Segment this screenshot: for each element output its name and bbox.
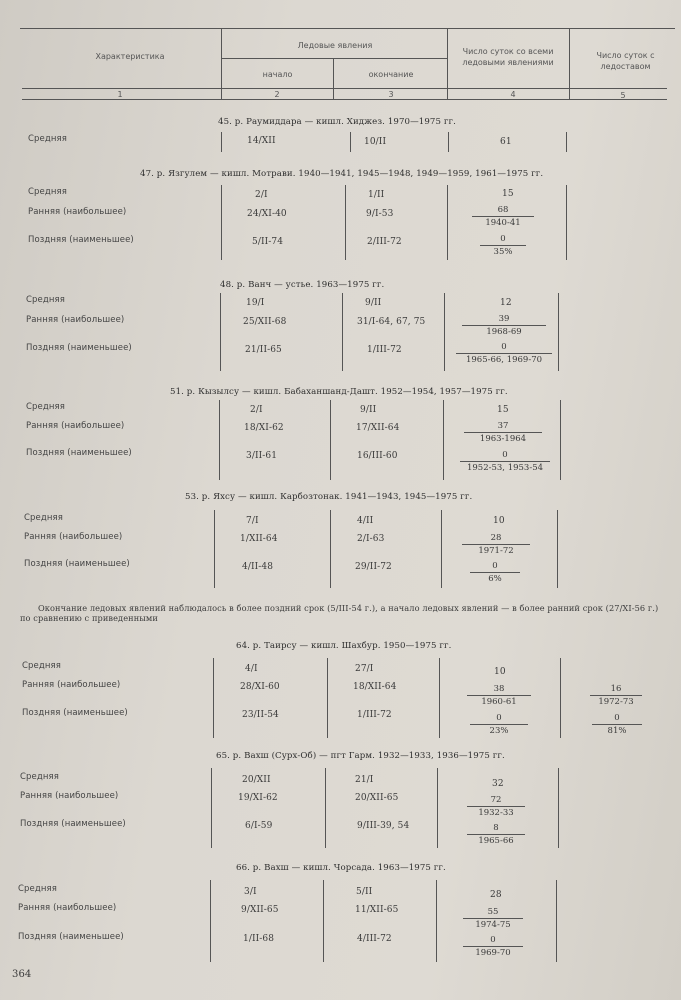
fraction-note: 1969-70 [475,948,511,958]
cell-start: 19/I [246,298,265,308]
col-rule [441,510,442,588]
col-rule [325,768,326,848]
cell-end: 11/XII-65 [355,905,399,915]
col-rule [437,768,438,848]
page-number: 364 [12,969,32,980]
fraction-bar [467,695,531,696]
cell-days-fraction [467,823,525,846]
cell-days-fraction [463,907,523,930]
cell-days-fraction [464,421,542,444]
fraction-note: 6% [488,574,502,584]
fraction-note: 1940-41 [485,218,521,228]
fraction-bar [462,325,546,326]
cell-days-fraction [472,205,534,228]
cell-days-fraction [470,561,520,584]
col-rule [443,400,444,480]
cell-end: 9/I-53 [366,209,394,219]
cell-days: 15 [502,189,514,199]
cell-start: 1/II-68 [243,934,275,944]
fraction-value: 28 [490,533,502,543]
cell-start: 6/I-59 [245,821,273,831]
col-rule [221,132,222,152]
fraction-bar [470,572,520,573]
row-label: Поздняя (наименьшее) [22,708,128,718]
header-num: 1 [117,90,123,99]
row-label: Ранняя (наибольшее) [26,315,125,325]
fraction-note: 1972-73 [598,697,634,707]
row-label: Средняя [18,884,57,894]
fraction-note: 1968-69 [486,327,522,337]
col-rule [566,185,567,260]
col-rule [448,132,449,152]
row-label: Поздняя (наименьшее) [26,343,132,353]
header-group-rule [221,58,447,59]
col-rule [436,880,437,962]
fraction-value: 38 [493,684,505,694]
cell-start: 9/XII-65 [241,905,279,915]
fraction-note: 35% [493,247,513,257]
row-label: Ранняя (наибольшее) [20,791,119,801]
header-mid-rule [22,88,667,89]
row-label: Ранняя (наибольшее) [28,207,127,217]
cell-start: 4/II-48 [242,562,274,572]
col-rule [560,400,561,480]
cell-start: 28/XI-60 [240,682,280,692]
col-rule [345,185,346,260]
cell-end: 9/III-39, 54 [357,821,410,831]
fraction-note: 23% [489,726,509,736]
note-line-1: Окончание ледовых явлений наблюдалось в более поздний срок (5/III-54 г.), а начало ледовых явлений — в более ранний срок (27/XI-56 г.) [38,603,659,613]
cell-end: 16/III-60 [357,451,398,461]
cell-end: 27/I [355,664,374,674]
row-label: Поздняя (наименьшее) [26,448,132,458]
cell-start: 24/XI-40 [247,209,287,219]
cell-days-fraction [460,450,550,473]
fraction-value: 0 [490,935,496,945]
cell-end: 2/III-72 [367,237,402,247]
cell-days: 10 [493,516,505,526]
fraction-value: 8 [493,823,499,833]
fraction-value: 72 [490,795,502,805]
cell-start: 21/II-65 [245,345,282,355]
row-label: Ранняя (наибольшее) [18,903,117,913]
fraction-value: 0 [501,342,507,352]
row-label: Средняя [24,513,63,523]
cell-start: 23/II-54 [242,710,279,720]
section-title: 51. р. Кызылсу — кишл. Бабаханшанд-Дашт. 1952—1954, 1957—1975 гг. [170,387,508,397]
header-col3: окончание [368,70,414,79]
fraction-value: 0 [492,561,498,571]
col-rule [210,880,211,962]
col-rule [560,658,561,738]
fraction-bar [592,724,642,725]
cell-days-fraction [480,234,526,257]
cell-end: 20/XII-65 [355,793,399,803]
section-title: 66. р. Вахш — кишл. Чорсада. 1963—1975 гг. [236,863,446,873]
col-rule [214,510,215,588]
col-rule [219,400,220,480]
fraction-note: 1965-66, 1969-70 [465,355,543,365]
cell-start: 19/XI-62 [238,793,278,803]
section-title: 48. р. Ванч — устье. 1963—1975 гг. [220,280,385,290]
cell-end: 29/II-72 [355,562,392,572]
cell-end: 21/I [355,775,374,785]
fraction-value: 0 [500,234,506,244]
col-rule [439,658,440,738]
cell-start: 25/XII-68 [243,317,287,327]
fraction-bar [470,724,528,725]
cell-end: 2/I-63 [357,534,385,544]
fraction-bar [456,353,552,354]
cell-end: 31/I-64, 67, 75 [357,317,426,327]
fraction-value: 37 [497,421,509,431]
header-col5: Число суток с ледоставом [596,51,655,71]
row-label: Средняя [28,187,67,197]
header-bottom-rule [22,99,667,100]
cell-end: 18/XII-64 [353,682,397,692]
header-divider [447,28,448,99]
cell-start: 4/I [245,664,258,674]
fraction-bar [472,216,534,217]
cell-days-fraction [470,713,528,736]
fraction-bar [460,461,550,462]
cell-start: 3/II-61 [246,451,278,461]
header-divider [333,58,334,99]
col-rule [330,510,331,588]
col-rule [330,400,331,480]
cell-end: 9/II [365,298,382,308]
cell-end: 1/III-72 [357,710,392,720]
fraction-value: 0 [496,713,502,723]
cell-end: 4/II [357,516,374,526]
cell-days: 12 [500,298,512,308]
cell-end: 1/III-72 [367,345,402,355]
row-label: Ранняя (наибольшее) [22,680,121,690]
section-title: 45. р. Раумиддара — кишл. Хиджез. 1970—1975 гг. [218,117,456,127]
header-divider [569,28,570,99]
col-rule [327,658,328,738]
col-rule [211,768,212,848]
header-divider [221,28,222,99]
col-rule [558,293,559,371]
fraction-note: 1974-75 [475,920,511,930]
col-rule [556,880,557,962]
cell-end: 10/II [364,137,387,147]
col-rule [323,880,324,962]
cell-days: 28 [490,890,502,900]
cell-days: 10 [494,667,506,677]
cell-days: 32 [492,779,504,789]
row-label: Средняя [26,295,65,305]
col-rule [444,293,445,371]
col-rule [558,768,559,848]
fraction-bar [467,834,525,835]
section-title: 65. р. Вахш (Сурх-Об) — пгт Гарм. 1932—1933, 1936—1975 гг. [216,751,505,761]
header-num: 2 [274,90,280,99]
col-rule [557,510,558,588]
fraction-bar [590,695,642,696]
cell-start: 14/XII [247,136,276,146]
fraction-bar [462,544,530,545]
fraction-bar [463,946,523,947]
cell-days-fraction [463,935,523,958]
header-num: 3 [388,90,394,99]
col-rule [566,132,567,152]
row-label: Средняя [22,661,61,671]
cell-days-fraction [462,533,530,556]
fraction-note: 1971-72 [478,546,514,556]
header-col2: начало [262,70,293,79]
cell-start: 7/I [246,516,259,526]
fraction-note: 1960-61 [481,697,517,707]
fraction-bar [464,432,542,433]
cell-start: 1/XII-64 [240,534,278,544]
cell-days-fraction [467,684,531,707]
fraction-note: 1963-1964 [479,434,527,444]
row-label: Ранняя (наибольшее) [24,532,123,542]
cell-days-fraction [462,314,546,337]
fraction-note: 1952-53, 1953-54 [466,463,544,473]
cell-days-fraction [467,795,525,818]
col-rule [350,132,351,152]
row-label: Поздняя (наименьшее) [20,819,126,829]
cell-ice-fraction [592,713,642,736]
header-col4: Число суток со всеми ледовыми явлениями [462,47,554,67]
section-title: 53. р. Яхсу — кишл. Карбозтонак. 1941—1943, 1945—1975 гг. [185,492,473,502]
col-rule [213,658,214,738]
fraction-bar [463,918,523,919]
fraction-value: 39 [498,314,510,324]
note-line-2: по сравнению с приведенными [20,613,158,623]
cell-end: 4/III-72 [357,934,392,944]
fraction-value: 68 [497,205,509,215]
col-rule [221,185,222,260]
cell-end: 5/II [356,887,373,897]
header-num: 5 [620,91,626,100]
header-col1: Характеристика [95,52,165,61]
fraction-bar [467,806,525,807]
cell-ice-fraction [590,684,642,707]
cell-days-fraction [456,342,552,365]
cell-start: 3/I [244,887,257,897]
section-title: 47. р. Язгулем — кишл. Мотрави. 1940—1941, 1945—1948, 1949—1959, 1961—1975 гг. [140,169,544,179]
cell-end: 1/II [368,190,385,200]
fraction-value: 0 [614,713,620,723]
cell-start: 18/XI-62 [244,423,284,433]
row-label: Поздняя (наименьшее) [18,932,124,942]
cell-start: 5/II-74 [252,237,284,247]
header-top-rule [20,28,675,29]
row-label: Средняя [28,134,67,144]
fraction-note: 1965-66 [478,836,514,846]
section-title: 64. р. Таирсу — кишл. Шахбур. 1950—1975 гг. [236,641,452,651]
fraction-note: 1932-33 [478,808,514,818]
cell-start: 2/I [255,190,268,200]
cell-start: 20/XII [242,775,271,785]
fraction-value: 0 [502,450,508,460]
header-num: 4 [510,90,516,99]
cell-end: 9/II [360,405,377,415]
cell-days: 15 [497,405,509,415]
fraction-note: 81% [607,726,627,736]
row-label: Поздняя (наименьшее) [28,235,134,245]
cell-start: 2/I [250,405,263,415]
row-label: Средняя [20,772,59,782]
fraction-value: 16 [610,684,622,694]
header-group: Ледовые явления [297,41,373,50]
row-label: Средняя [26,402,65,412]
col-rule [342,293,343,371]
row-label: Поздняя (наименьшее) [24,559,130,569]
col-rule [220,293,221,371]
fraction-bar [480,245,526,246]
col-rule [447,185,448,260]
fraction-value: 55 [487,907,499,917]
row-label: Ранняя (наибольшее) [26,421,125,431]
cell-days: 61 [500,137,512,147]
cell-end: 17/XII-64 [356,423,400,433]
